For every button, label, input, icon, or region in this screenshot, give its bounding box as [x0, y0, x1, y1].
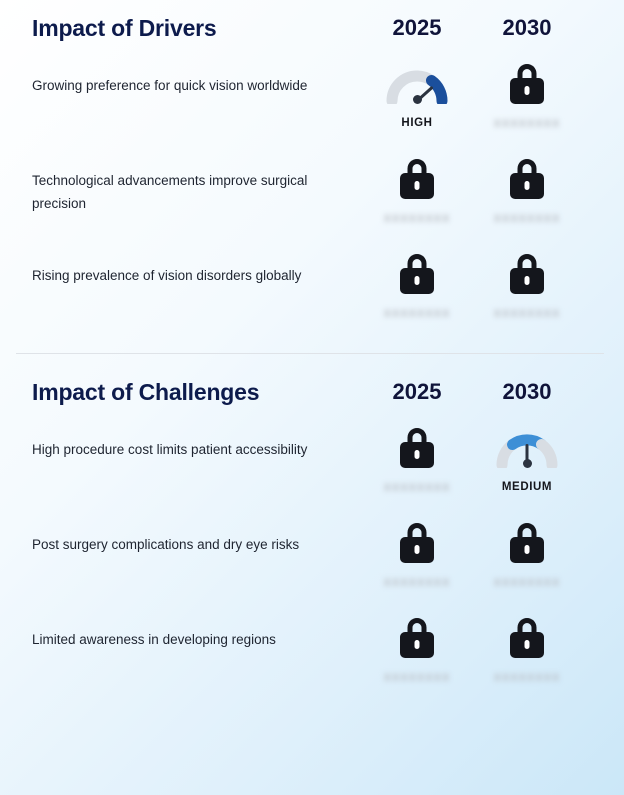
section-challenges	[0, 364, 624, 705]
cell-challenges-0-2030	[472, 420, 582, 493]
gauge-hub	[413, 95, 422, 104]
row-label: Rising prevalence of vision disorders globally	[32, 268, 302, 283]
row-label: Limited awareness in developing regions	[32, 632, 276, 647]
locked-value[interactable]	[384, 618, 451, 684]
column-header-2030: 2030	[502, 15, 552, 40]
locked-value[interactable]	[384, 254, 451, 320]
lock-icon	[510, 159, 544, 199]
hidden-value: XXXXXXXX	[493, 308, 561, 320]
table-row	[0, 515, 624, 610]
hidden-value: XXXXXXXX	[383, 213, 451, 225]
hidden-value: XXXXXXXX	[493, 118, 561, 130]
lock-icon	[510, 254, 544, 294]
lock-icon	[400, 159, 434, 199]
page-title: Impact of Drivers	[32, 14, 217, 41]
column-header-2025: 2025	[392, 379, 442, 404]
hidden-value: XXXXXXXX	[493, 213, 561, 225]
column-header-2030: 2030	[502, 379, 552, 404]
table-row	[0, 420, 624, 515]
cell-challenges-2-2025	[362, 610, 472, 684]
locked-value[interactable]	[384, 523, 451, 589]
hidden-value: XXXXXXXX	[383, 672, 451, 684]
hidden-value: XXXXXXXX	[383, 482, 451, 494]
locked-value[interactable]	[494, 523, 561, 589]
locked-value[interactable]	[384, 159, 451, 225]
hidden-value: XXXXXXXX	[383, 577, 451, 589]
lock-icon	[510, 523, 544, 563]
locked-value[interactable]	[494, 618, 561, 684]
cell-challenges-0-2025	[362, 420, 472, 494]
section-drivers	[0, 0, 624, 341]
cell-drivers-1-2030	[472, 151, 582, 225]
gauge-value: MEDIUM	[501, 481, 553, 493]
cell-drivers-2-2030	[472, 246, 582, 320]
locked-value[interactable]	[494, 254, 561, 320]
cell-challenges-1-2030	[472, 515, 582, 589]
gauge-indicator	[496, 428, 558, 493]
row-label: Technological advancements improve surgical precision	[32, 173, 308, 212]
gauge-icon	[386, 64, 448, 104]
lock-icon	[400, 428, 434, 468]
lock-icon	[400, 618, 434, 658]
lock-icon	[400, 254, 434, 294]
cell-drivers-0-2025	[362, 56, 472, 129]
locked-value[interactable]	[494, 64, 561, 130]
hidden-value: XXXXXXXX	[493, 577, 561, 589]
lock-icon	[400, 523, 434, 563]
table-row	[0, 151, 624, 246]
hidden-value: XXXXXXXX	[493, 672, 561, 684]
table-row	[0, 610, 624, 705]
hidden-value: XXXXXXXX	[383, 308, 451, 320]
cell-drivers-0-2030	[472, 56, 582, 130]
locked-value[interactable]	[494, 159, 561, 225]
section-title-challenges: Impact of Challenges	[32, 378, 260, 405]
lock-icon	[510, 64, 544, 104]
cell-challenges-2-2030	[472, 610, 582, 684]
column-header-2025: 2025	[392, 15, 442, 40]
locked-value[interactable]	[384, 428, 451, 494]
cell-drivers-1-2025	[362, 151, 472, 225]
gauge-icon	[496, 428, 558, 468]
cell-drivers-2-2025	[362, 246, 472, 320]
gauge-hub	[523, 459, 532, 468]
table-row	[0, 246, 624, 341]
lock-icon	[510, 618, 544, 658]
drivers-header	[0, 0, 624, 56]
row-label: Growing preference for quick vision worldwide	[32, 78, 308, 93]
row-label: High procedure cost limits patient accessibility	[32, 442, 308, 457]
section-divider	[16, 353, 604, 354]
challenges-header	[0, 364, 624, 420]
table-row	[0, 56, 624, 151]
gauge-indicator	[386, 64, 448, 129]
cell-challenges-1-2025	[362, 515, 472, 589]
gauge-value: HIGH	[401, 117, 433, 129]
row-label: Post surgery complications and dry eye risks	[32, 537, 300, 552]
